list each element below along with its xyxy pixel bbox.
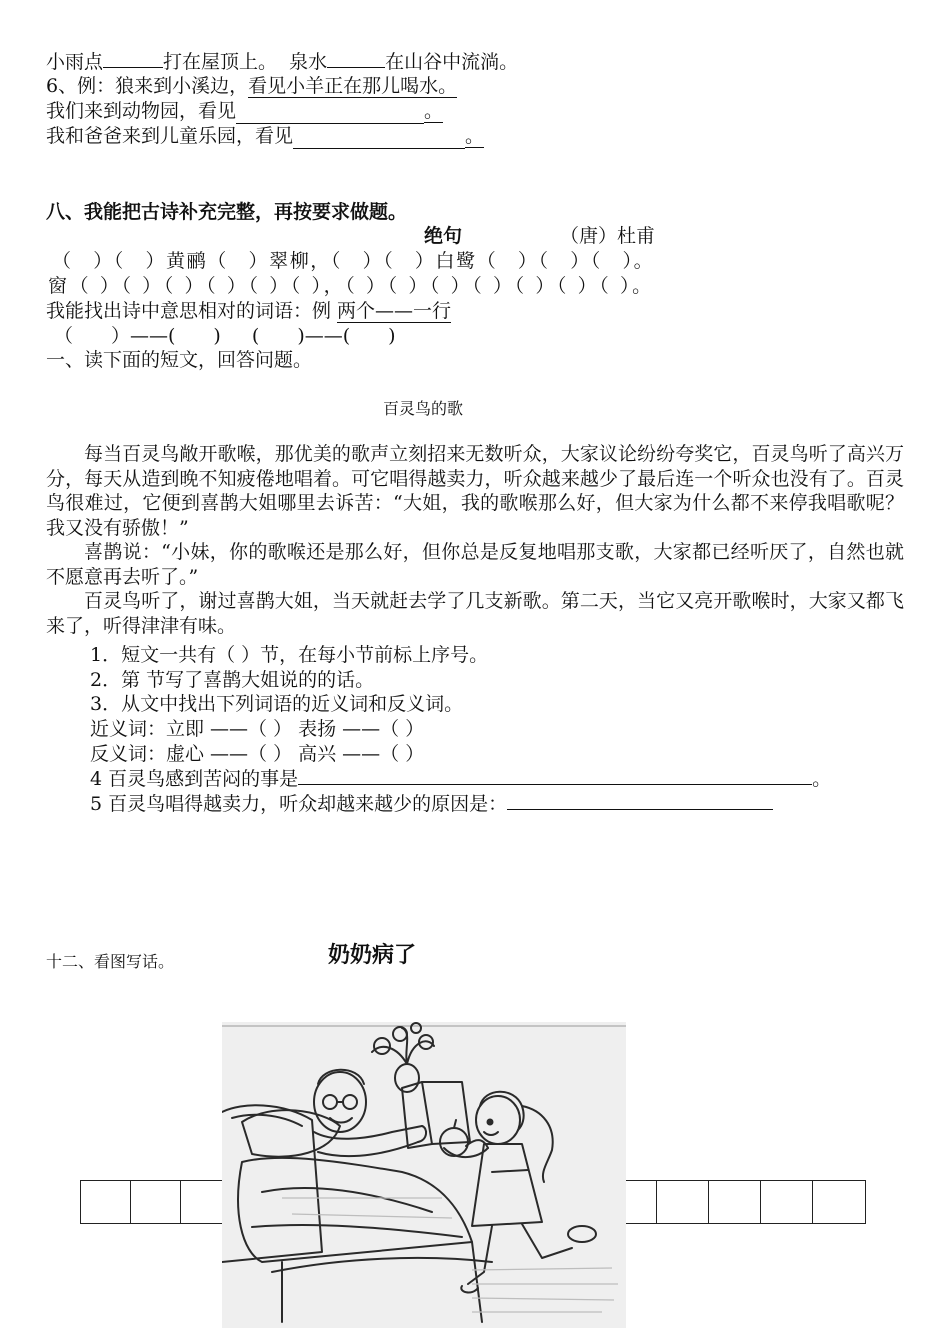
grid-cell[interactable] — [813, 1181, 865, 1223]
text: 4 百灵鸟感到苦闷的事是 — [90, 768, 299, 790]
text: 。 — [812, 768, 832, 790]
illustration-grandma-sick — [222, 1022, 626, 1328]
question-3-antonyms: 反义词：虚心 ——（ ） 高兴 ——（ ） — [90, 743, 425, 765]
answer-blank-park[interactable] — [293, 124, 465, 149]
example-line — [46, 74, 457, 98]
text: 打在屋顶上。 — [163, 51, 278, 73]
task-prefix: 我能找出诗中意思相对的词语：例 — [46, 300, 338, 322]
question-5 — [90, 791, 773, 816]
poem-author: （唐）杜甫 — [560, 225, 656, 247]
task-example: 两个——一行 — [337, 300, 452, 322]
reading-passage — [46, 442, 904, 638]
poem-title: 绝句 — [424, 225, 463, 247]
task-blanks[interactable]: （ ）——( ) ( )——( ) — [54, 325, 396, 347]
grid-cell[interactable] — [657, 1181, 709, 1223]
text: 5 百灵鸟唱得越卖力，听众却越来越少的原因是： — [90, 793, 508, 815]
text: 。 — [465, 125, 485, 147]
section-eight-heading: 八、我能把古诗补充完整，再按要求做题。 — [46, 201, 408, 223]
writing-grid-left[interactable] — [80, 1180, 232, 1224]
blank-1[interactable] — [103, 49, 163, 68]
question-3-synonyms: 近义词：立即 ——（ ） 表扬 ——（ ） — [90, 718, 425, 740]
grid-cell[interactable] — [761, 1181, 813, 1223]
answer-blank-zoo[interactable] — [236, 99, 424, 124]
blank-2[interactable] — [327, 49, 385, 68]
text: 泉水 — [289, 51, 328, 73]
question-park — [46, 124, 484, 149]
grid-cell[interactable] — [621, 1181, 657, 1223]
question-4 — [90, 766, 831, 791]
question-2: 2．第 节写了喜鹊大姐说的的话。 — [90, 669, 375, 691]
text: 小雨点 — [46, 51, 104, 73]
example-answer: 看见小羊正在那儿喝水。 — [248, 75, 458, 97]
text: 在山谷中流淌。 — [385, 51, 519, 73]
question-3: 3．从文中找出下列词语的近义词和反义词。 — [90, 693, 464, 715]
text: 我和爸爸来到儿童乐园，看见 — [46, 125, 294, 147]
fill-line-1 — [46, 49, 518, 74]
question-zoo — [46, 99, 443, 124]
poem-line-1[interactable]: （ ）（ ）黄鹂（ ）翠柳，（ ）（ ）白鹭（ ）（ ）（ ）。 — [52, 250, 655, 272]
text: 我们来到动物园，看见 — [46, 100, 237, 122]
task-line — [46, 299, 451, 323]
answer-blank-q5[interactable] — [507, 791, 773, 810]
grid-cell[interactable] — [709, 1181, 761, 1223]
question-1: 1．短文一共有（ ）节，在每小节前标上序号。 — [90, 644, 489, 666]
poem-line-2[interactable]: 窗（ ）（ ）（ ）（ ）（ ）（ ），（ ）（ ）（ ）（ ）（ ）（ ）（ ）。 — [48, 275, 654, 297]
example-prefix: 6、例：狼来到小溪边， — [46, 75, 249, 97]
text: 。 — [424, 100, 444, 122]
writing-grid-right[interactable] — [620, 1180, 866, 1224]
reading-heading: 一、读下面的短文，回答问题。 — [46, 349, 313, 371]
picture-title: 奶奶病了 — [328, 943, 417, 968]
grid-cell[interactable] — [131, 1181, 181, 1223]
section-twelve-heading: 十二、看图写话。 — [46, 952, 175, 971]
grid-cell[interactable] — [81, 1181, 131, 1223]
paragraph-2: 喜鹊说：“小妹，你的歌喉还是那么好，但你总是反复地唱那支歌，大家都已经听厌了，自然也就不愿意再去听了。” — [46, 541, 904, 588]
paragraph-1: 每当百灵鸟敞开歌喉，那优美的歌声立刻招来无数听众，大家议论纷纷夸奖它，百灵鸟听了高兴万分，每天从造到晚不知疲倦地唱着。可它唱得越卖力，听众越来越少了最后连一个听众也没有了。百灵鸟很难过，它便到喜鹊大姐哪里去诉苦：“大姐，我的歌喉那么好，但大家为什么都不来停我唱歌呢？我又没有骄傲！” — [46, 443, 904, 539]
answer-blank-q4[interactable] — [298, 766, 812, 785]
reading-title: 百灵鸟的歌 — [383, 399, 464, 418]
paragraph-3: 百灵鸟听了，谢过喜鹊大姐，当天就赶去学了几支新歌。第二天，当它又亮开歌喉时，大家又都飞来了，听得津津有味。 — [46, 590, 904, 637]
